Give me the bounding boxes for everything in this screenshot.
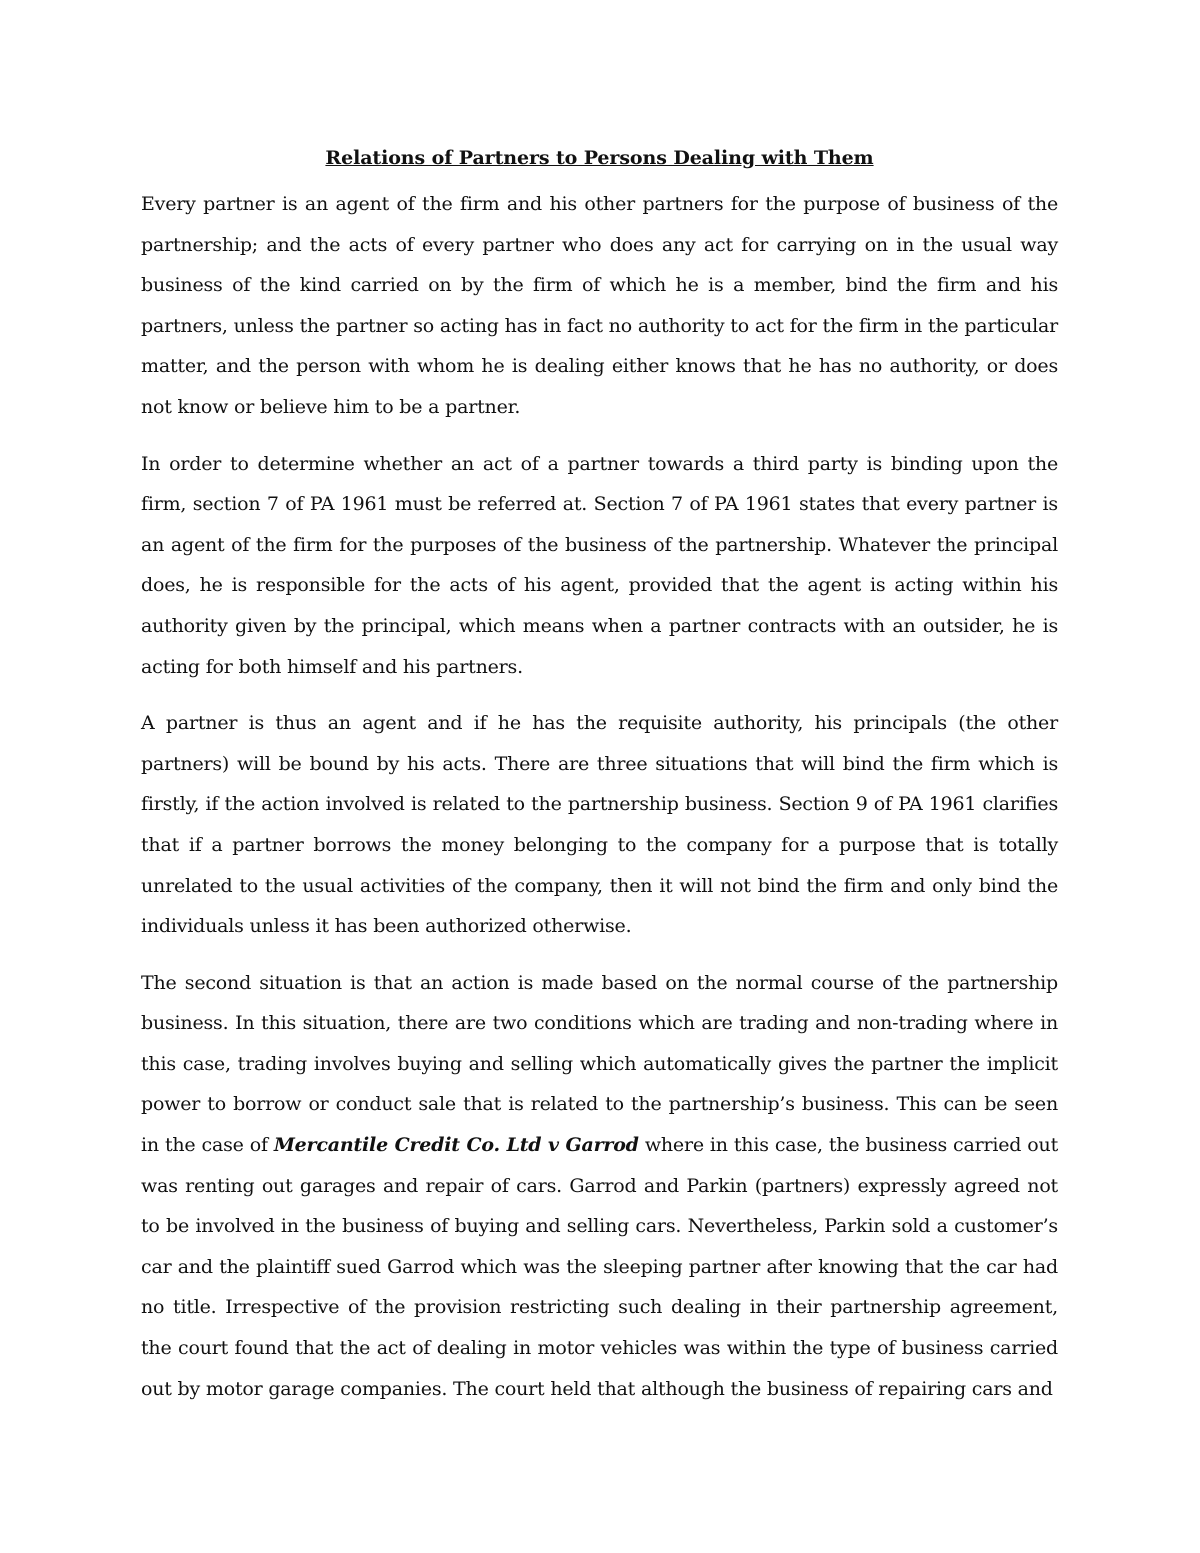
case-name: Mercantile Credit Co. Ltd v Garrod [273, 1134, 639, 1157]
paragraph-4-text-before-case: The second situation is that an action is made based on the normal course of the partnership business. In this situation, there are two conditions which are trading and non-trading where in this case, trading involves buying and selling which automatically gives the partner the implicit power to borrow or conduct sale that is related to the partnership’s business. This can be seen in the case of [141, 971, 1058, 1157]
paragraph-2: In order to determine whether an act of a partner towards a third party is binding upon the firm, section 7 of PA 1961 must be referred at. Section 7 of PA 1961 states that every partner is an agent of the firm for the purposes of the business of the partnership. Whatever the principal does, he is responsible for the acts of his agent, provided that the agent is acting within his authority given by the principal, which means when a partner contracts with an outsider, he is acting for both himself and his partners. [141, 452, 1058, 678]
document-body [141, 142, 1058, 1425]
document-title: Relations of Partners to Persons Dealing with Them [325, 147, 874, 169]
paragraph-4 [141, 963, 1058, 1410]
paragraph-4-text-after-case: where in this case, the business carried out was renting out garages and repair of cars. Garrod and Parkin (partners) expressly agreed not to be involved in the business of buying and selling cars. Nevertheless, Parkin sold a customer’s car and the plaintiff sued Garrod which was the sleeping partner after knowing that the car had no title. Irrespective of the provision restricting such dealing in their partnership agreement, the court found that the act of dealing in motor vehicles was within the type of business carried out by motor garage companies. The court held that although the business of repairing cars and [141, 1134, 1059, 1400]
paragraph-1: Every partner is an agent of the firm and his other partners for the purpose of business of the partnership; and the acts of every partner who does any act for carrying on in the usual way business of the kind carried on by the firm of which he is a member, bind the firm and his partners, unless the partner so acting has in fact no authority to act for the firm in the particular matter, and the person with whom he is dealing either knows that he has no authority, or does not know or believe him to be a partner. [141, 193, 1058, 418]
paragraph-3: A partner is thus an agent and if he has the requisite authority, his principals (the other partners) will be bound by his acts. There are three situations that will bind the firm which is firstly, if the action involved is related to the partnership business. Section 9 of PA 1961 clarifies that if a partner borrows the money belonging to the company for a purpose that is totally unrelated to the usual activities of the company, then it will not bind the firm and only bind the individuals unless it has been authorized otherwise. [141, 712, 1058, 938]
